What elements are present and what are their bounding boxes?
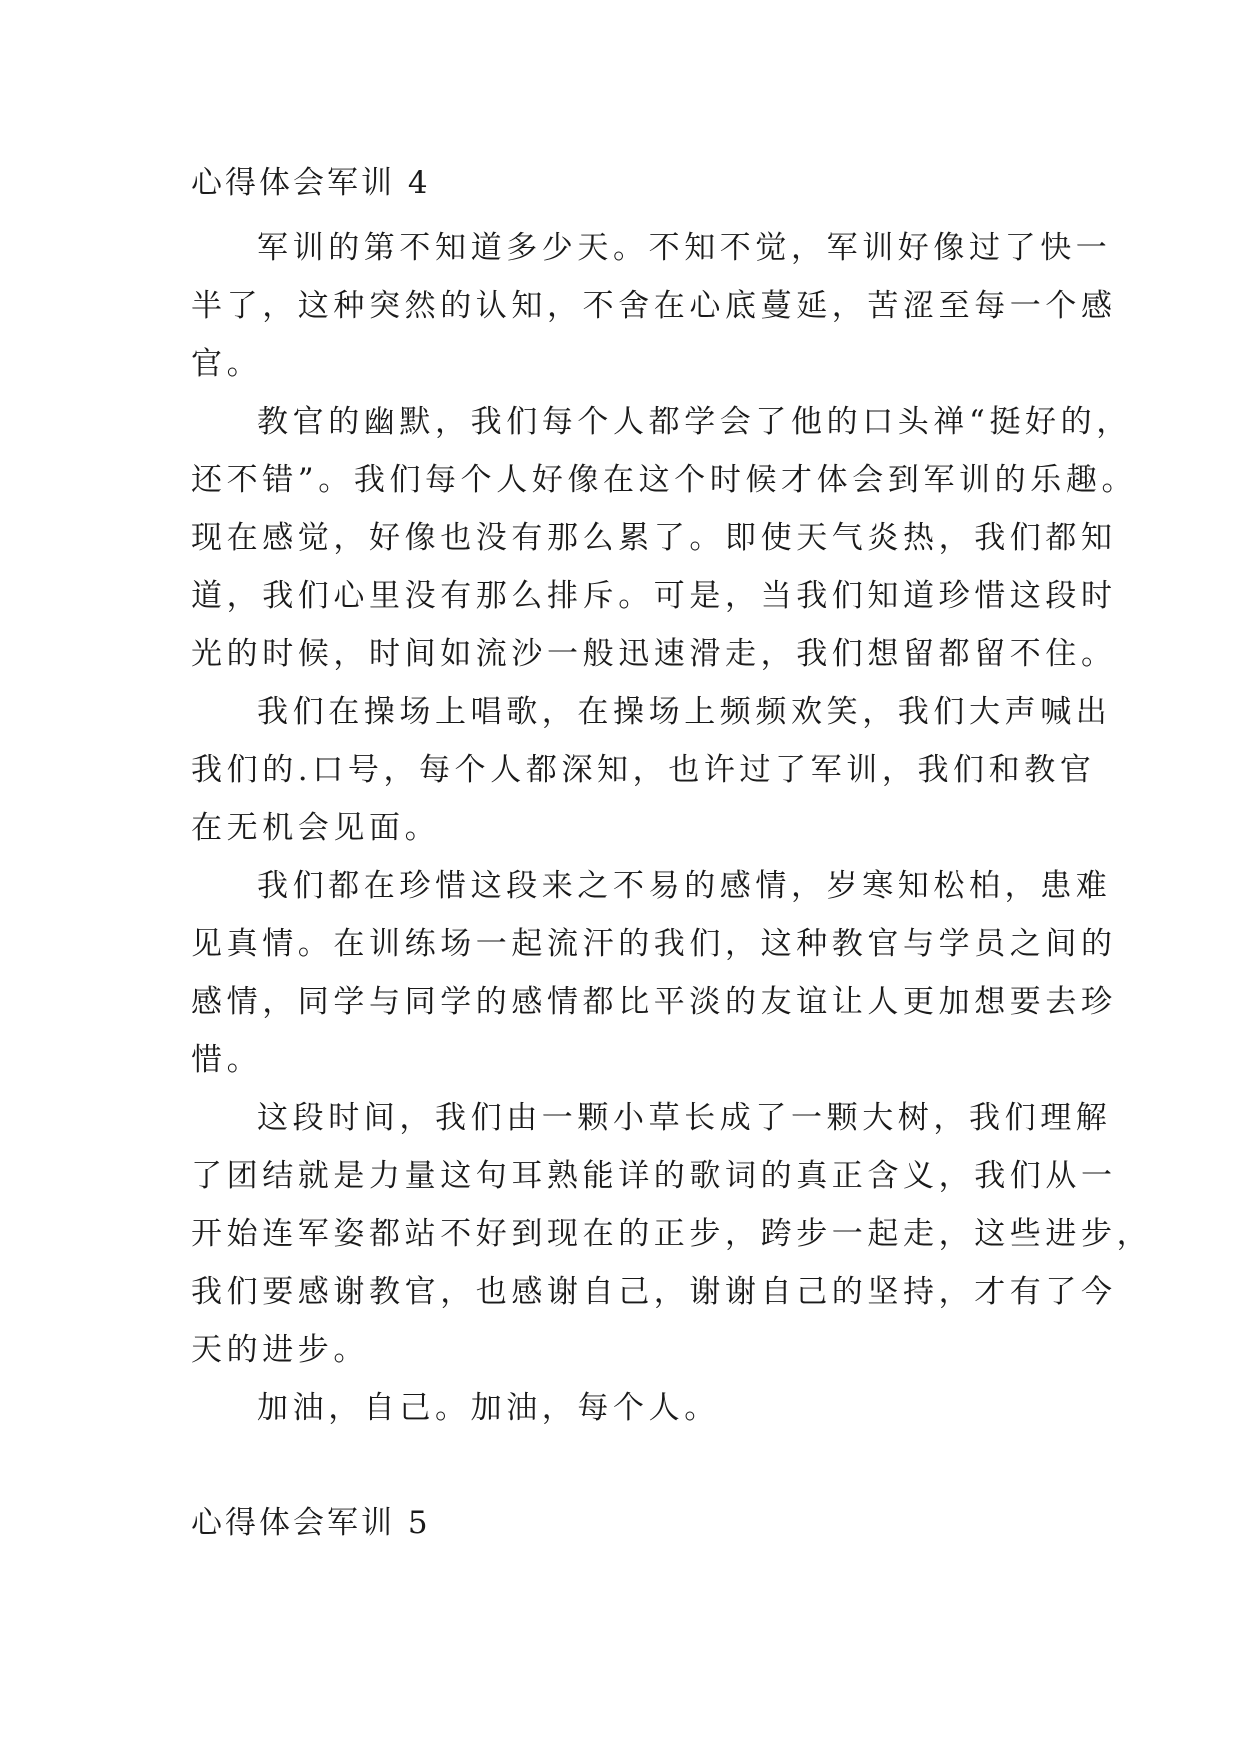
paragraph-line: 我们要感谢教官，也感谢自己，谢谢自己的坚持，才有了今 [191, 1274, 1117, 1310]
paragraph-line: 在无机会见面。 [191, 810, 441, 846]
paragraph-line: 我们都在珍惜这段来之不易的感情，岁寒知松柏，患难 [257, 868, 1112, 904]
paragraph-line: 光的时候，时间如流沙一般迅速滑走，我们想留都留不住。 [191, 636, 1117, 672]
paragraph-line: 见真情。在训练场一起流汗的我们，这种教官与学员之间的 [191, 926, 1117, 962]
paragraph-line: 加油，自己。加油，每个人。 [257, 1390, 720, 1426]
section-body [191, 219, 1153, 1437]
paragraph-line: 天的进步。 [191, 1332, 369, 1368]
paragraph-line: 半了，这种突然的认知，不舍在心底蔓延，苦涩至每一个感 [191, 288, 1117, 324]
paragraph [191, 219, 1117, 393]
paragraph-line: 这段时间，我们由一颗小草长成了一颗大树，我们理解 [257, 1100, 1112, 1136]
paragraph-line: 现在感觉，好像也没有那么累了。即使天气炎热，我们都知 [191, 520, 1117, 556]
paragraph [191, 393, 1138, 683]
paragraph-line: 了团结就是力量这句耳熟能详的歌词的真正含义，我们从一 [191, 1158, 1117, 1194]
paragraph-line: 官。 [191, 346, 263, 382]
section-title: 心得体会军训 5 [191, 1505, 431, 1541]
paragraph-line: 道，我们心里没有那么排斥。可是，当我们知道珍惜这段时 [191, 578, 1117, 614]
paragraph-line: 我们的.口号，每个人都深知，也许过了军训，我们和教官 [191, 752, 1096, 788]
section-title: 心得体会军训 4 [191, 165, 431, 201]
paragraph-line: 还不错”。我们每个人好像在这个时候才体会到军训的乐趣。 [191, 462, 1138, 498]
paragraph [191, 1089, 1153, 1379]
paragraph-line: 我们在操场上唱歌，在操场上频频欢笑，我们大声喊出 [257, 694, 1112, 730]
paragraph-line: 感情，同学与同学的感情都比平淡的友谊让人更加想要去珍 [191, 984, 1117, 1020]
paragraph [191, 683, 1112, 857]
paragraph-line: 教官的幽默，我们每个人都学会了他的口头禅“挺好的， [257, 404, 1132, 440]
paragraph-line: 惜。 [191, 1042, 263, 1078]
paragraph-line: 开始连军姿都站不好到现在的正步，跨步一起走，这些进步， [191, 1216, 1153, 1252]
paragraph [191, 857, 1117, 1089]
paragraph [191, 1379, 1061, 1437]
paragraph-line: 军训的第不知道多少天。不知不觉，军训好像过了快一 [257, 230, 1112, 266]
